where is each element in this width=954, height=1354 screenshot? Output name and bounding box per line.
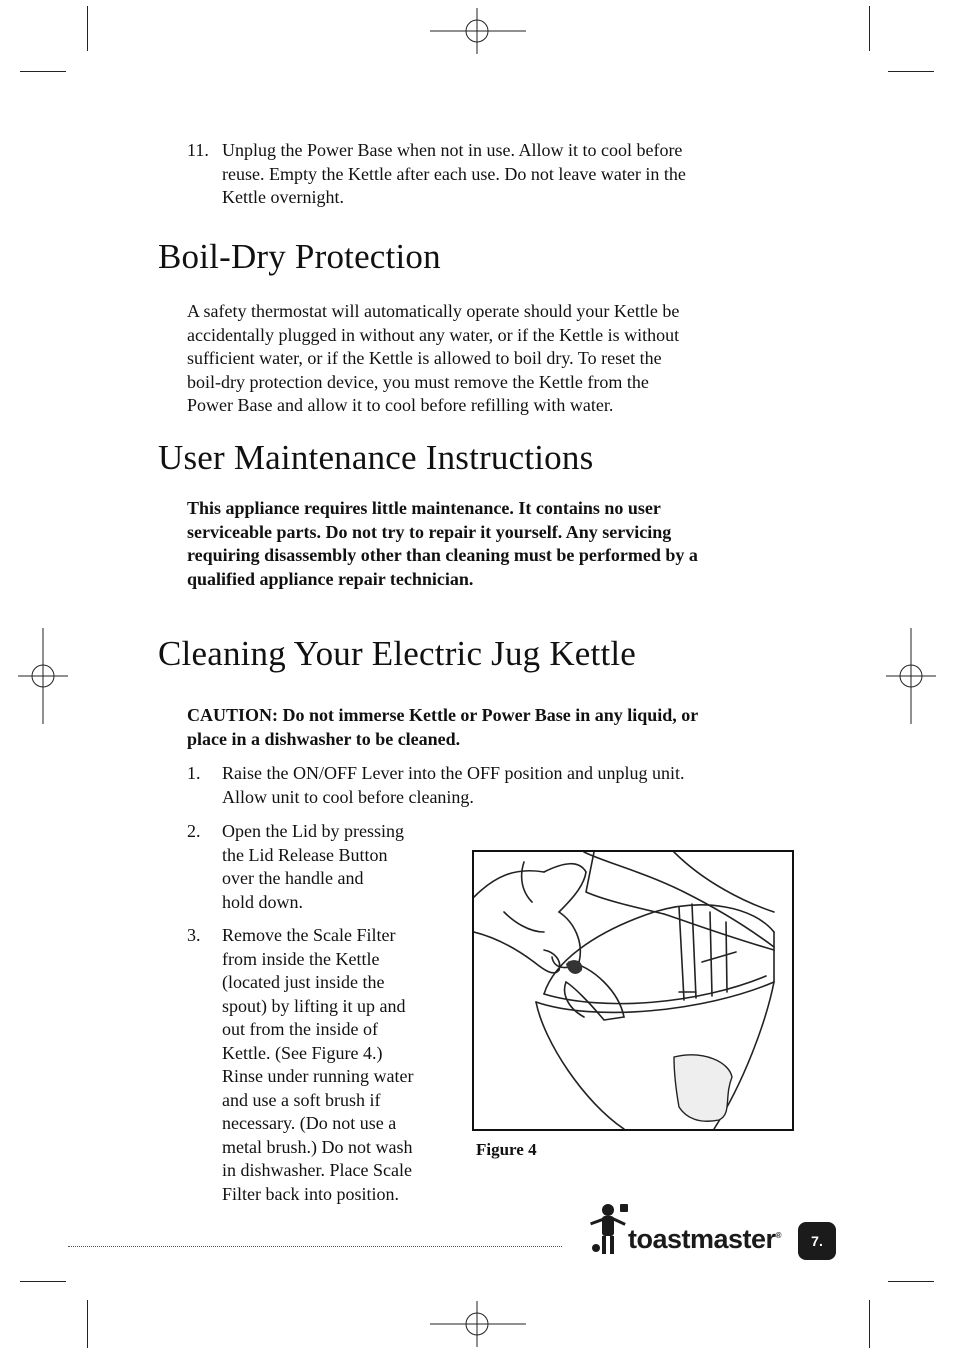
brand-name: toastmaster	[628, 1224, 776, 1254]
text-line: CAUTION: Do not immerse Kettle or Power Base in any liquid, or	[187, 705, 699, 725]
paragraph	[187, 497, 807, 591]
text-line: Kettle. (See Figure 4.)	[222, 1042, 383, 1063]
text-line: A safety thermostat will automatically operate should your Kettle be	[187, 301, 680, 321]
crop-mark-icon	[20, 71, 66, 72]
item-number: 11.	[187, 140, 209, 160]
text-line: out from the inside of	[222, 1019, 378, 1039]
text-line: necessary. (Do not use a	[222, 1113, 397, 1133]
text-line: Rinse under running water	[222, 1066, 414, 1086]
list-item	[187, 139, 807, 211]
text-line: Kettle overnight.	[222, 187, 344, 207]
text-line: over the handle and	[222, 868, 364, 888]
text-line: reuse. Empty the Kettle after each use. Do not leave water in the	[222, 163, 686, 184]
text-line: and use a soft brush if	[222, 1089, 381, 1110]
text-line: spout) by lifting it up and	[222, 995, 406, 1016]
item-number: 1.	[187, 763, 201, 783]
registration-mark-icon	[886, 628, 936, 724]
text-line: hold down.	[222, 891, 303, 912]
text-line: Raise the ON/OFF Lever into the OFF position and unplug unit.	[222, 763, 685, 783]
text-line: serviceable parts. Do not try to repair it yourself. Any servicing	[187, 521, 672, 542]
caution-paragraph	[187, 704, 807, 751]
crop-mark-icon	[869, 1300, 870, 1348]
section-heading: Cleaning Your Electric Jug Kettle	[158, 634, 637, 673]
crop-mark-icon	[888, 71, 934, 72]
registered-mark: ®	[775, 1231, 781, 1240]
text-line: Filter back into position.	[222, 1183, 399, 1204]
text-line: Power Base and allow it to cool before refilling with water.	[187, 395, 614, 415]
text-line: place in a dishwasher to be cleaned.	[187, 728, 461, 749]
text-line: Unplug the Power Base when not in use. Allow it to cool before	[222, 140, 683, 160]
registration-mark-icon	[18, 628, 68, 724]
item-text	[222, 924, 413, 1206]
list-item	[187, 820, 467, 916]
text-line: (located just inside the	[222, 972, 385, 992]
list-item	[187, 762, 807, 810]
section-heading: User Maintenance Instructions	[158, 438, 594, 477]
crop-mark-icon	[20, 1281, 66, 1282]
crop-mark-icon	[888, 1281, 934, 1282]
brand-logo	[628, 1224, 781, 1255]
text-line: boil-dry protection device, you must remove the Kettle from the	[187, 371, 649, 392]
paragraph	[187, 300, 807, 418]
text-line: Open the Lid by pressing	[222, 821, 404, 841]
registration-mark-icon	[430, 8, 526, 54]
crop-mark-icon	[869, 6, 870, 51]
text-line: accidentally plugged in without any water, or if the Kettle is without	[187, 324, 680, 345]
text-line: Remove the Scale Filter	[222, 925, 396, 945]
list-item	[187, 924, 467, 1209]
figure-4-frame	[472, 850, 794, 1131]
figure-caption: Figure 4	[476, 1140, 537, 1159]
text-line: the Lid Release Button	[222, 844, 388, 865]
text-line: sufficient water, or if the Kettle is allowed to boil dry. To reset the	[187, 348, 662, 368]
text-line: in dishwasher. Place Scale	[222, 1160, 412, 1180]
page-number: 7.	[798, 1222, 836, 1260]
item-number: 2.	[187, 821, 201, 841]
crop-mark-icon	[87, 6, 88, 51]
item-text	[222, 139, 686, 210]
kettle-illustration	[474, 852, 792, 1129]
chef-mascot-icon	[586, 1200, 630, 1264]
text-line: from inside the Kettle	[222, 948, 380, 969]
item-number: 3.	[187, 925, 201, 945]
text-line: metal brush.) Do not wash	[222, 1136, 413, 1157]
text-line: qualified appliance repair technician.	[187, 568, 474, 589]
text-line: Allow unit to cool before cleaning.	[222, 786, 474, 807]
item-text	[222, 762, 684, 809]
footer-rule	[68, 1246, 562, 1247]
text-line: This appliance requires little maintenance. It contains no user	[187, 498, 661, 518]
text-line: requiring disassembly other than cleaning must be performed by a	[187, 545, 698, 565]
registration-mark-icon	[430, 1301, 526, 1347]
crop-mark-icon	[87, 1300, 88, 1348]
section-heading: Boil-Dry Protection	[158, 237, 441, 276]
item-text	[222, 820, 404, 914]
